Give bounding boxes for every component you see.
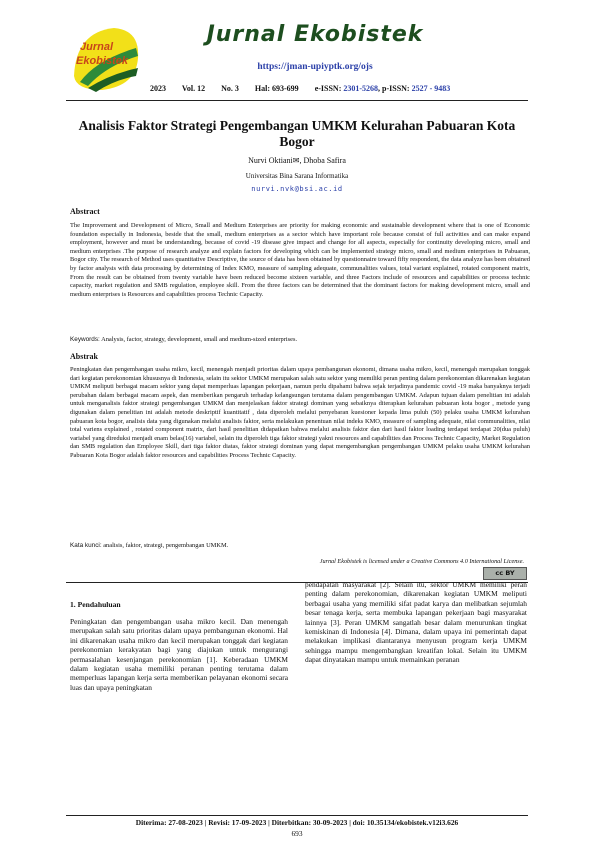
article-title: Analisis Faktor Strategi Pengembangan UMKM Kelurahan Pabuaran Kota Bogor [78,118,516,149]
kata-kunci-values: analisis, faktor, strategi, pengembangan UMKM. [101,542,229,549]
header-divider [66,100,528,101]
abstract-indonesian: Peningkatan dan pengembangan usaha mikro, kecil, menengah menjadi prioritas dalam upaya pembangunan ekonomi, dimana usaha mikro, kecil, menengah merupakan tonggak dari kegiatan perekonomian khususnya di Indonesia, selain itu sektor UMKM merupakan salah satu sektor yang memiliki peran penting dalam perekonomian dikarenakan kegiatan UMKM meliputi berbagai macam sektor yang dapat memperluas lapangan pekerjaan, namun perlu dipahami bahwa sejak terjadinya pandemic covid -19 maka banyaknya terjadi perubahan dalam berbagai macam aspek, dan memberikan pengaruh terhadap kelangsungan terutama dalam pengembangan UMKM. Adapun tujuan dalam penelitian ini adalah untuk menganalisis faktor strategi pengembangan UMKM dan menjelaskan faktor strategi dominan yang sebaiknya diterapkan kelurahan pabuaran kota bogor , metode yang digunakan dalam penelitian ini adalah metode deskriptif kuantitatif , data diperoleh melalui penyebaran kuesioner kepada lima puluh (50) pelaku usaha UMKM kelurahan pabuaran kota bogor, analisis data yang digunakan melalui analisis faktor, serta melakukan penentuan nilai indeks KMO, measure of sampling adequate, nilai communalities, nilai total variens explained , rotated component matrix, dari hasil penelitian didapatkan bahwa melalui analisis faktor dan dari hasil faktor loading terdapat terdapat 20(dua puluh) variabel yang direduksi menjadi enam belas(16) variabel, selain itu diperoleh tiga faktor strategi yakni resources and capabilities dan Process Technic Capacity, Market Regulation dan SMB regulation dan Employee Skill, dari tiga faktor diatas, faktor strategi dominan yang dapat mengembangkan pengembangan UMKM pelaku usaha UMKM kelurahan Pabuaran Kota Bogor adalah faktor resources and capabilities Process Technic Capacity. [70,366,530,459]
keywords-values: Analysis, factor, strategy, development, small and medium-sized enterprises. [99,336,298,343]
issue-volume: Vol. 12 [181,84,206,93]
cc-by-license-badge[interactable]: cc BY [483,567,527,580]
journal-name: Jurnal Ekobistek [206,22,424,47]
keywords-label: Keywords: [70,336,100,343]
license-statement: Jurnal Ekobistek is licensed under a Creative Commons 4.0 International License. [319,558,524,565]
kata-kunci-label: Kata kunci: [70,542,102,549]
abstrak-heading: Abstrak [70,352,99,361]
issue-year: 2023 [150,84,166,93]
logo-text-2: Ekobistek [76,55,128,67]
issue-pages: Hal: 693-699 [254,84,299,93]
journal-url-link[interactable]: https://jman-upiyptk.org/ojs [257,62,373,72]
page-number: 693 [291,829,303,838]
right-column-paragraph: pendapatan masyarakat [2]. Selain itu, sektor UMKM memiliki peran penting dalam perekonomian, dikarenakan kegiatan UMKM meliputi berbagai usaha yang memiliki sifat padat karya dan melibatkan sejumlah besar tenaga kerja, serta membuka lapangan pekerjaan bagi masyarakat lainnya [3]. Peran UMKM sangatlah besar dalam menurunkan tingkat kemiskinan di Indonesia [4]. Dimana, dalam upaya ini pemerintah dapat melakukan implikasi diantaranya menyusun program kerja UMKM sehingga mampu mengembangkan kreatifan lokal. Selain itu UMKM dapat dinyatakan mampu untuk memainkan peranan [305,580,527,665]
abstract-heading: Abstract [70,207,100,216]
logo-text-1: Jurnal [80,41,114,53]
eissn-link[interactable]: 2301-5268 [343,84,379,93]
keywords-indonesian [70,542,530,549]
author-email-link[interactable]: nurvi.nvk@bsi.ac.id [251,185,343,193]
author-affiliation: Universitas Bina Sarana Informatika [245,172,349,180]
eissn-label: e-ISSN: [314,84,342,93]
introduction-heading: 1. Pendahuluan [70,600,121,609]
journal-logo [66,20,146,100]
publication-dates: Diterima: 27-08-2023 | Revisi: 17-09-2023 | Diterbitkan: 30-09-2023 | doi: 10.35134/ekobistek.v12i3.626 [135,818,459,827]
keywords-english [70,336,530,343]
issue-number: No. 3 [221,84,239,93]
pissn-link[interactable]: 2527 - 9483 [411,84,451,93]
footer-divider [66,815,528,816]
left-column-paragraph: Peningkatan dan pengembangan usaha mikro kecil. Dan menengah merupakan salah satu prioritas dalam upaya pembangunan ekonomi. Hal ini dikarenakan usaha mikro dan kecil merupakan tonggak dari kegiatan perekonomian kerakyatan bagi yang diajukan untuk mengurangi permasalahan kesenjangan perekonomian [1]. Keberadaan UMKM dalam kegiatan usaha memiliki peranan penting terutama dalam memperluas lapangan kerja serta memberikan pelayanan ekonomi secara luas dan upaya peningkatan [70,617,288,692]
article-authors: Nurvi Oktiani✉, Dhoba Safira [248,156,346,165]
pissn-label: , p-ISSN: [378,84,410,93]
issue-info [150,84,550,93]
abstract-english: The Improvement and Development of Micro, Small and Medium Enterprises are priority for making economic and sustainable development where that is one of Economic foundation especially in Indonesia, beside that the small, medium enterprises as a sector which have important role because consist of full activities and can make expand employment, however and must be understanding, because of covid -19 disease give impact and change for all aspects, especially for continuity developing micro, small and medium enterprises .The purpose of research analyze and explain factors for developing which can be implemented strategy micro, small and medium enterprises in Pabuaran, Bogor city. The research of Method uses quantitative Descriptive, the source of data has been obtained by questionnaire toward fifty respondent, the data analyze has been obtained by factor analysis with data processing by determining of Index KMO, measure of sampling adequate, communalities values, total variant explained, rotated component matrix, From the result can be obtained from twenty variable have been reduced become sixteen variable, and three Factors include of resources and capabilities or process technic capacity, market regulation and SMB regulation, employee skill. From the three factors can be determined that the dominant factors for making development micro, small and medium enterprises is Resources and capabilities process Technic Capacity. [70,222,530,298]
